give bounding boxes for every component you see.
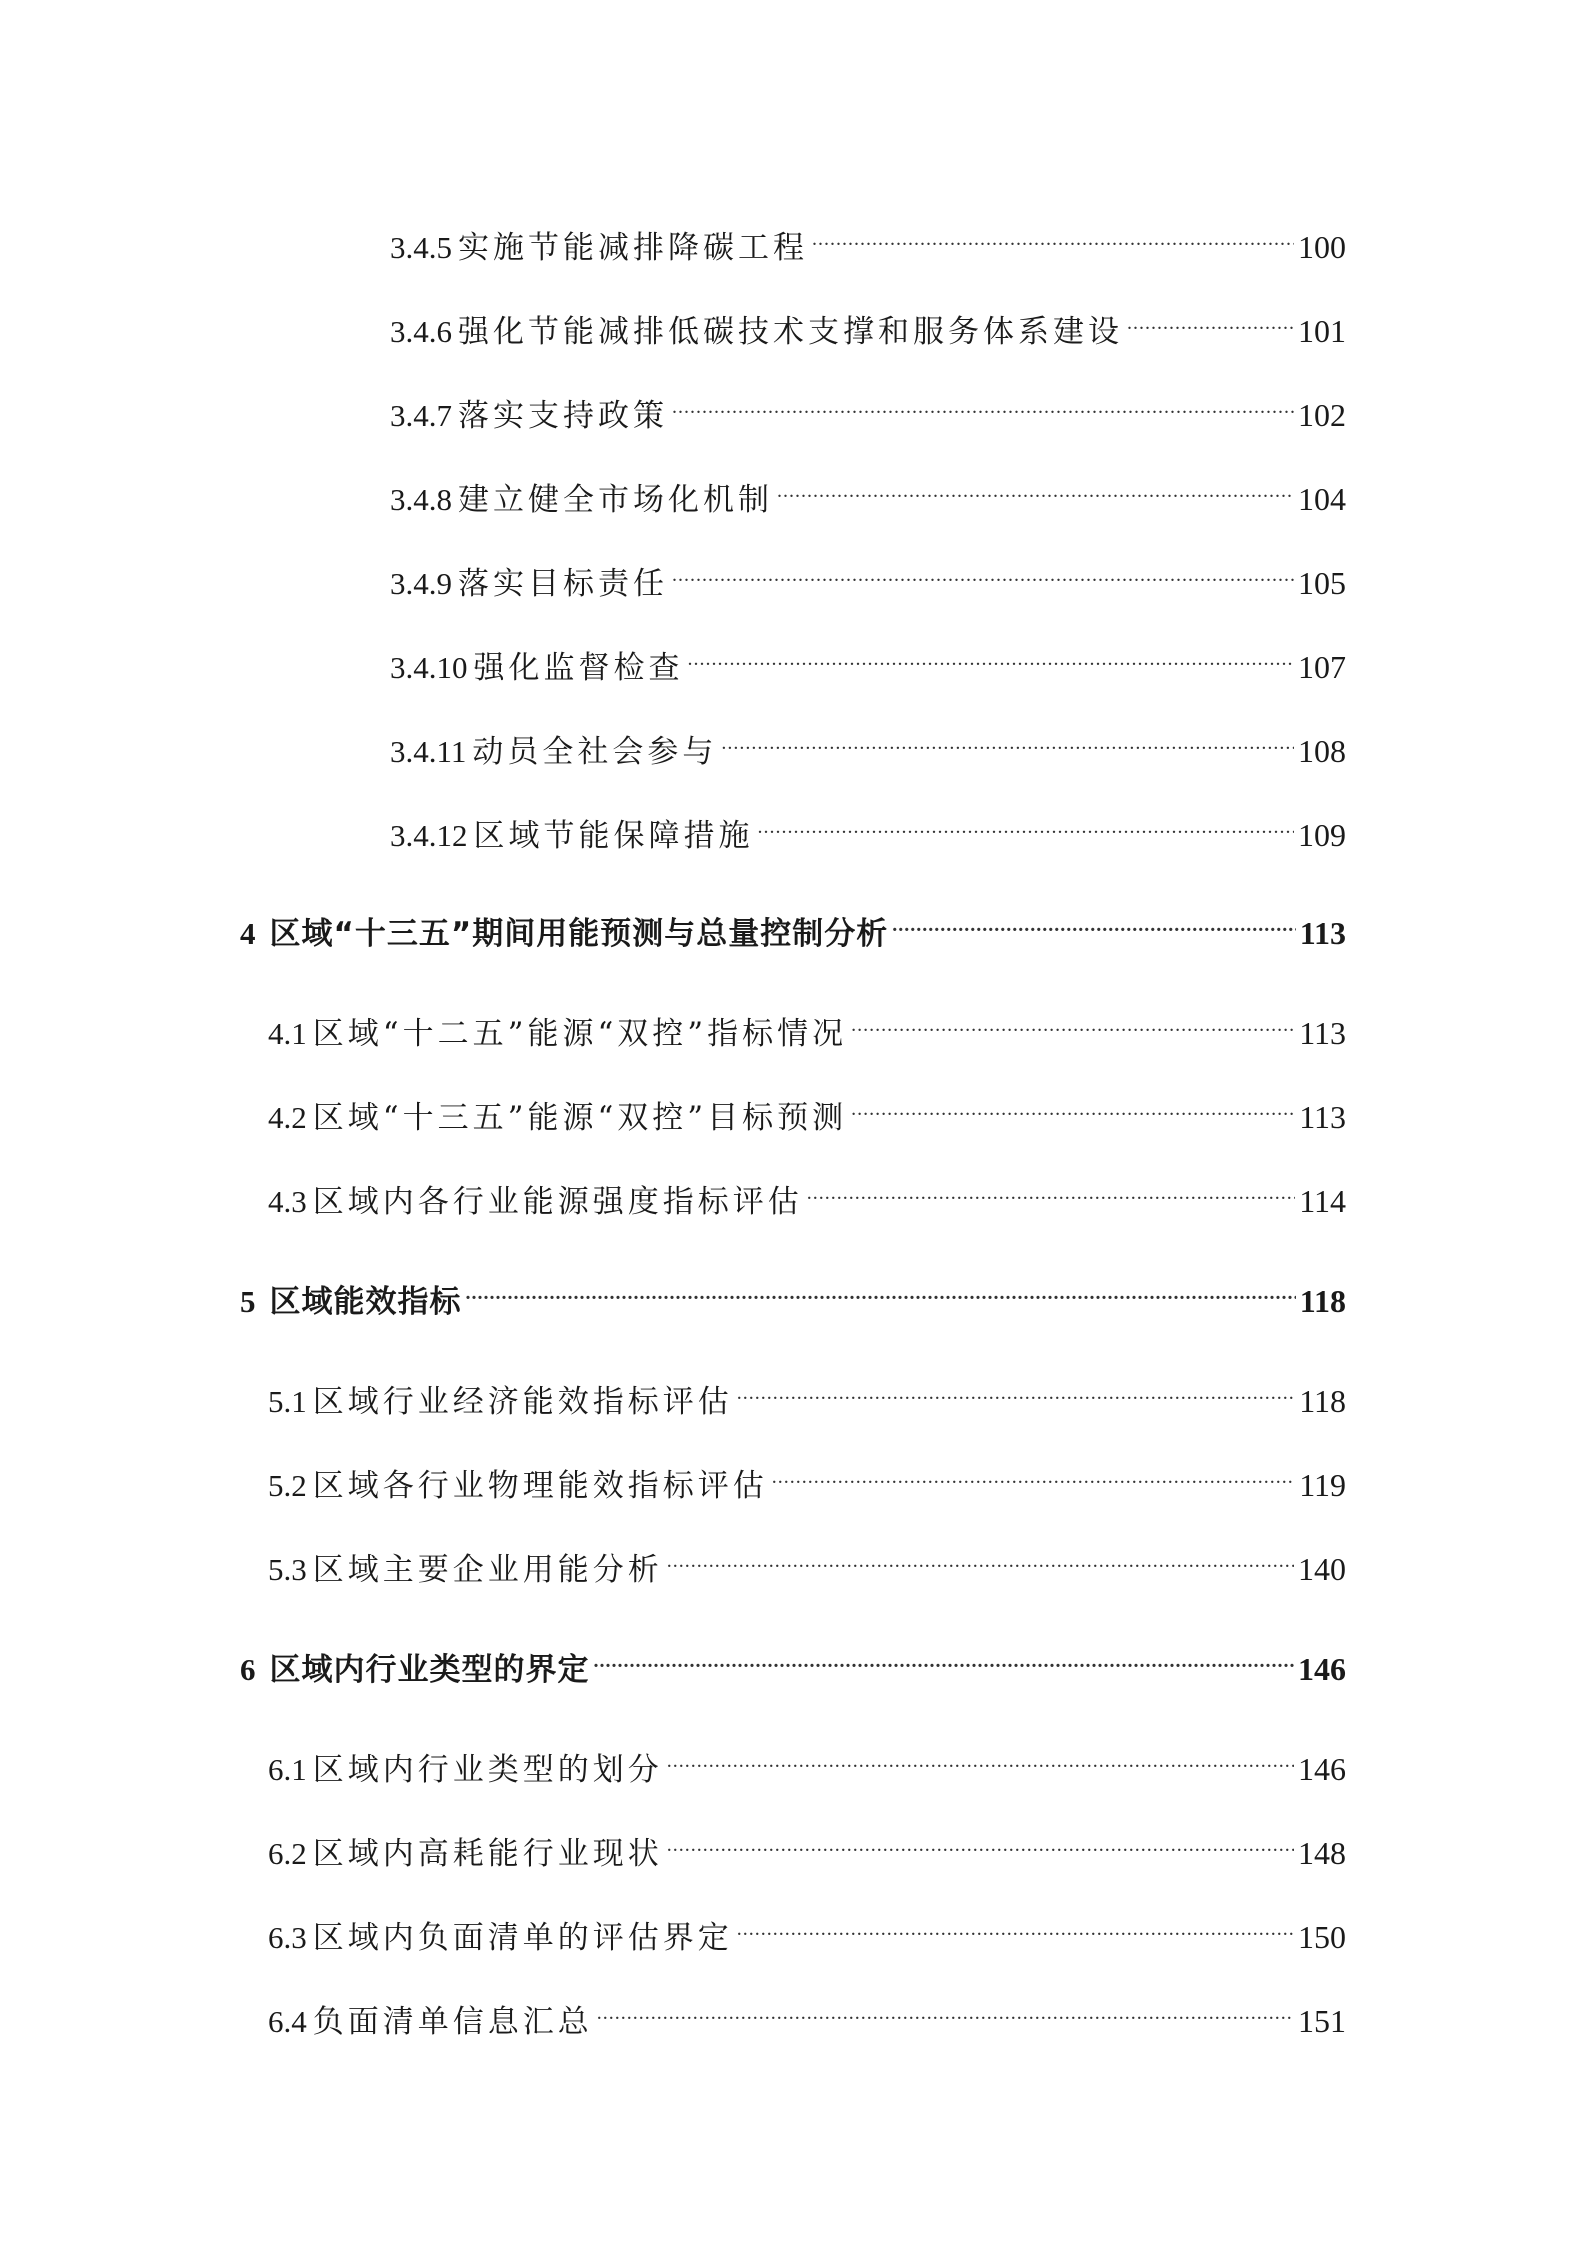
toc-leader-dots [721,714,1294,762]
toc-leader-dots [672,378,1294,426]
toc-page-number: 100 [1298,229,1346,265]
toc-number: 3.4.8 [390,482,452,517]
toc-number: 3.4.7 [390,398,452,433]
toc-page-number: 150 [1298,1919,1346,1955]
toc-page-number: 118 [1299,1283,1346,1319]
toc-number: 5.1 [268,1384,307,1419]
toc-number: 5.3 [268,1552,307,1587]
toc-number: 6.3 [268,1920,307,1955]
toc-number: 5.2 [268,1468,307,1503]
toc-leader-dots [597,1984,1294,2032]
toc-title: 区域内负面清单的评估界定 [312,1920,733,1956]
toc-leader-dots [777,462,1294,510]
toc-page-number: 146 [1298,1651,1346,1687]
toc-page-number: 101 [1298,313,1346,349]
toc-title: 强化监督检查 [473,650,684,686]
toc-page-number: 114 [1299,1183,1346,1219]
toc-number: 3.4.11 [390,734,467,769]
toc-entry-4[interactable] [240,896,1346,952]
toc-entry-6[interactable] [240,1632,1346,1688]
toc-entry-4-1[interactable] [268,996,1346,1052]
toc-leader-dots [594,1632,1295,1680]
toc-leader-dots [1127,294,1294,342]
toc-entry-3-4-9[interactable] [390,546,1346,602]
toc-number: 6 [240,1652,256,1687]
toc-title: 区域内各行业能源强度指标评估 [312,1184,803,1220]
toc-leader-dots [851,996,1295,1044]
toc-leader-dots [667,1816,1294,1864]
toc-page-number: 140 [1298,1551,1346,1587]
toc-number: 6.2 [268,1836,307,1871]
toc-entry-6-2[interactable] [268,1816,1346,1872]
toc-entry-3-4-10[interactable] [390,630,1346,686]
toc-leader-dots [812,210,1294,258]
toc-entry-5[interactable] [240,1264,1346,1320]
toc-title: 实施节能减排降碳工程 [458,230,808,266]
toc-page-number: 118 [1299,1383,1346,1419]
toc-leader-dots [672,546,1294,594]
toc-page-number: 146 [1298,1751,1346,1787]
toc-page-number: 109 [1298,817,1346,853]
toc-title: 落实支持政策 [458,398,668,434]
toc-title: 强化节能减排低碳技术支撑和服务体系建设 [458,314,1123,350]
toc-page-number: 119 [1299,1467,1346,1503]
toc-entry-3-4-6[interactable] [390,294,1346,350]
toc-title: 区域能效指标 [269,1284,462,1320]
toc-number: 4.2 [268,1100,307,1135]
toc-entry-3-4-11[interactable] [390,714,1346,770]
toc-page-number: 113 [1299,915,1346,951]
toc-number: 6.1 [268,1752,307,1787]
toc-title: 区域各行业物理能效指标评估 [312,1468,768,1504]
toc-leader-dots [737,1900,1294,1948]
toc-number: 3.4.9 [390,566,452,601]
toc-title: 区域内高耗能行业现状 [312,1836,663,1872]
toc-number: 5 [240,1284,256,1319]
toc-number: 4 [240,916,256,951]
toc-leader-dots [667,1532,1294,1580]
toc-page-number: 148 [1298,1835,1346,1871]
toc-page-number: 113 [1299,1099,1346,1135]
toc-entry-5-1[interactable] [268,1364,1346,1420]
toc-page-number: 107 [1298,649,1346,685]
toc-entry-3-4-8[interactable] [390,462,1346,518]
toc-entry-6-1[interactable] [268,1732,1346,1788]
toc-leader-dots [688,630,1295,678]
toc-number: 3.4.6 [390,314,452,349]
toc-number: 4.3 [268,1184,307,1219]
toc-number: 3.4.10 [390,650,468,685]
toc-number: 4.1 [268,1016,307,1051]
toc-title: 区域行业经济能效指标评估 [312,1384,733,1420]
toc-entry-3-4-5[interactable] [390,210,1346,266]
toc-title: 区域“十三五”能源“双控”目标预测 [312,1100,848,1136]
toc-title: 区域内行业类型的界定 [269,1652,590,1688]
toc-leader-dots [466,1264,1296,1312]
toc-entry-4-2[interactable] [268,1080,1346,1136]
toc-page-number: 104 [1298,481,1346,517]
toc-title: 区域内行业类型的划分 [312,1752,663,1788]
toc-page-number: 108 [1298,733,1346,769]
toc-title: 区域节能保障措施 [473,818,754,854]
toc-entry-3-4-12[interactable] [390,798,1346,854]
toc-entry-6-4[interactable] [268,1984,1346,2040]
toc-entry-4-3[interactable] [268,1164,1346,1220]
toc-leader-dots [807,1164,1295,1212]
toc-leader-dots [892,896,1296,944]
toc-page-number: 113 [1299,1015,1346,1051]
toc-title: 负面清单信息汇总 [312,2004,593,2040]
toc-title: 建立健全市场化机制 [458,482,773,518]
toc-title: 落实目标责任 [458,566,668,602]
toc-title: 区域“十二五”能源“双控”指标情况 [312,1016,848,1052]
toc-leader-dots [667,1732,1294,1780]
toc-page-number: 151 [1298,2003,1346,2039]
toc-number: 3.4.12 [390,818,468,853]
toc-title: 动员全社会参与 [472,734,718,770]
toc-title: 区域“十三五”期间用能预测与总量控制分析 [269,916,889,952]
toc-number: 3.4.5 [390,230,452,265]
toc-leader-dots [772,1448,1295,1496]
toc-leader-dots [758,798,1295,846]
toc-entry-5-2[interactable] [268,1448,1346,1504]
toc-number: 6.4 [268,2004,307,2039]
toc-entry-3-4-7[interactable] [390,378,1346,434]
toc-entry-6-3[interactable] [268,1900,1346,1956]
toc-page-number: 105 [1298,565,1346,601]
toc-page-number: 102 [1298,397,1346,433]
toc-leader-dots [851,1080,1295,1128]
toc-leader-dots [737,1364,1295,1412]
toc-entry-5-3[interactable] [268,1532,1346,1588]
toc-title: 区域主要企业用能分析 [312,1552,663,1588]
